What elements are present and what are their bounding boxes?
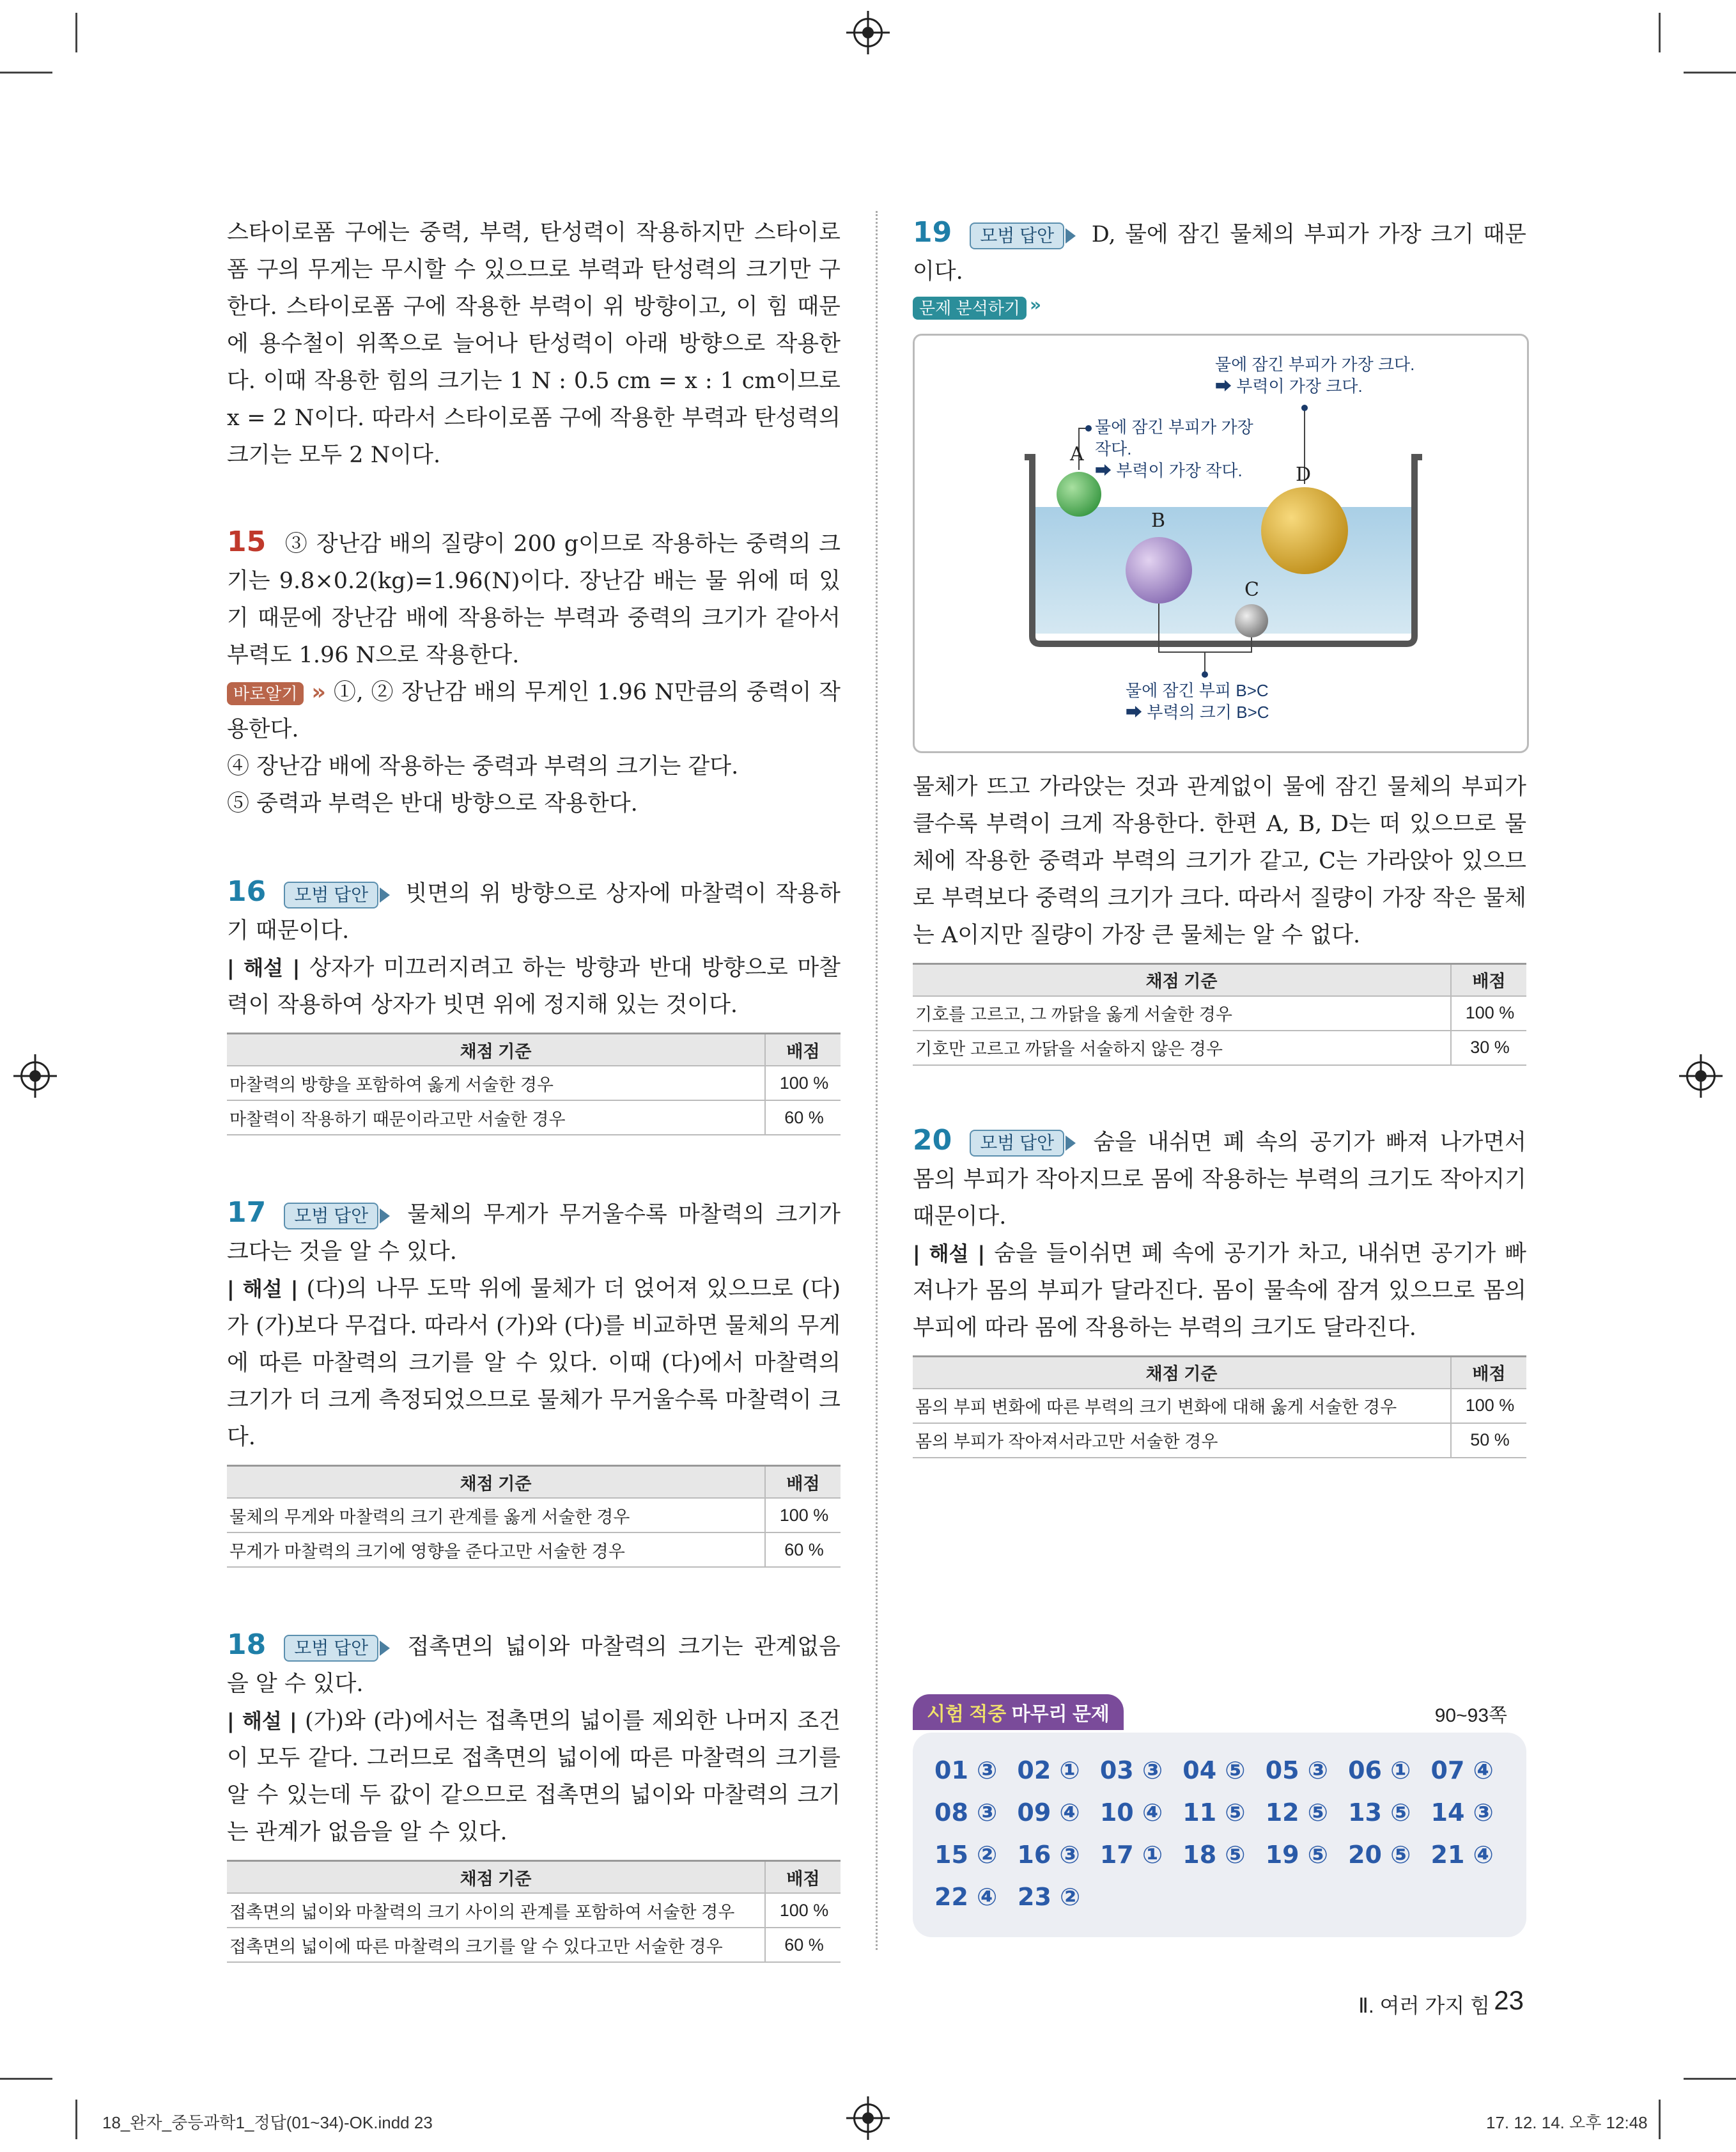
score-cell: 100 %: [765, 1893, 841, 1928]
criterion-cell: 접촉면의 넓이에 따른 마찰력의 크기를 알 수 있다고만 서술한 경우: [227, 1928, 765, 1962]
model-answer-badge: 모범 답안: [284, 1635, 378, 1662]
score-cell: 100 %: [765, 1498, 841, 1532]
answer-item: 22 ④: [934, 1883, 998, 1911]
explanation-label: | 해설 |: [227, 1709, 297, 1733]
water: [1032, 507, 1414, 634]
explanation-label: | 해설 |: [227, 1277, 298, 1301]
table-header: 채점 기준: [913, 1356, 1451, 1389]
crop-mark: [0, 2078, 52, 2080]
intro-paragraph: 스타이로폼 구에는 중력, 부력, 탄성력이 작용하지만 스타이로폼 구의 무게는 무시할 수 있으므로 부력과 탄성력의 크기만 구한다. 스타이로폼 구에 작용한 부력이 위 방향이고, 이 힘 때문에 용수철이 위쪽으로 늘어나 탄성력이 아래 방향으로 작용한다. 이때 작용한 힘의 크기는 1 N : 0.5 cm = x : 1 cm이므로 x = 2 N이다. 따라서 스타이로폼 구에 작용한 부력과 탄성력의 크기는 모두 2 N이다.: [227, 220, 841, 468]
ball-b-label: B: [1151, 509, 1166, 532]
question-17: [227, 1194, 841, 1270]
scoring-table: [227, 1465, 841, 1568]
page-number: 23: [1494, 1985, 1524, 2015]
answer-text: 물체의 무게가 무거울수록 마찰력의 크기가 크다는 것을 알 수 있다.: [227, 1202, 841, 1265]
question-19: [913, 214, 1526, 290]
print-slug-date: 17. 12. 14. 오후 12:48: [1486, 2113, 1648, 2132]
answer-item: 13 ⑤: [1348, 1798, 1411, 1827]
label-max-volume: 물에 잠긴 부피가 가장 크다. ➡ 부력이 가장 크다.: [1215, 354, 1415, 396]
criterion-cell: 무게가 마찰력의 크기에 영향을 준다고만 서술한 경우: [227, 1532, 765, 1567]
criterion-cell: 마찰력의 방향을 포함하여 옳게 서술한 경우: [227, 1066, 765, 1100]
model-answer-badge: 모범 답안: [284, 1203, 378, 1229]
final-answers-section: [913, 1694, 1526, 1937]
answer-item: 15 ②: [934, 1841, 998, 1869]
answer-row: [934, 1876, 1514, 1918]
criterion-cell: 몸의 부피가 작아져서라고만 서술한 경우: [913, 1423, 1451, 1458]
table-header: 채점 기준: [227, 1466, 765, 1499]
answer-item: 21 ④: [1430, 1841, 1494, 1869]
score-cell: 100 %: [765, 1066, 841, 1100]
final-tag: 시험 적중 마무리 문제: [913, 1694, 1124, 1730]
table-row: [227, 1066, 841, 1100]
answer-item: 14 ③: [1430, 1798, 1494, 1827]
scoring-table: [227, 1860, 841, 1963]
explanation-text: 상자가 미끄러지려고 하는 방향과 반대 방향으로 마찰력이 작용하여 상자가 빗면 위에 정지해 있는 것이다.: [227, 955, 841, 1018]
score-cell: 60 %: [765, 1100, 841, 1135]
correction-text: ①, ② 장난감 배의 무게인 1.96 N만큼의 중력이 작용한다.: [227, 680, 841, 742]
explanation-text: 물체가 뜨고 가라앉는 것과 관계없이 물에 잠긴 물체의 부피가 클수록 부력이 크게 작용한다. 한편 A, B, D는 떠 있으므로 물체에 작용한 중력과 부력의 크기가 같고, C는 가라앉아 있으므로 부력보다 중력의 크기가 크다. 따라서 질량이 가장 작은 물체는 A이지만 질량이 가장 큰 물체는 알 수 없다.: [913, 774, 1526, 948]
crop-mark: [1659, 2100, 1661, 2139]
correction-item: ⑤ 중력과 부력은 반대 방향으로 작용한다.: [227, 791, 638, 816]
answer-item: 20 ⑤: [1348, 1841, 1411, 1869]
ball-c: [1235, 604, 1268, 637]
table-row: [227, 1532, 841, 1567]
answer-text: 빗면의 위 방향으로 상자에 마찰력이 작용하기 때문이다.: [227, 881, 841, 944]
score-cell: 60 %: [765, 1928, 841, 1962]
explanation: [913, 1235, 1526, 1346]
answer-grid: [913, 1733, 1526, 1937]
criterion-cell: 기호만 고르고 까닭을 서술하지 않은 경우: [913, 1031, 1451, 1065]
answer-item: 10 ④: [1099, 1798, 1163, 1827]
explanation-text: (다)의 나무 도막 위에 물체가 더 얹어져 있으므로 (다)가 (가)보다 무겁다. 따라서 (가)와 (다)를 비교하면 물체의 무게에 따른 마찰력의 크기를 알 수 있다. 이때 (다)에서 마찰력의 크기가 더 크게 측정되었으므로 물체가 무거울수록 마찰력이 크다.: [227, 1276, 841, 1450]
answer-item: 16 ③: [1017, 1841, 1080, 1869]
crop-mark: [1684, 72, 1736, 74]
model-answer-badge: 모범 답안: [970, 1130, 1064, 1157]
explanation-text: 숨을 들이쉬면 폐 속에 공기가 차고, 내쉬면 공기가 빠져나가 몸의 부피가 달라진다. 몸이 물속에 잠겨 있으므로 몸의 부피에 따라 몸에 작용하는 부력의 크기도 달라진다.: [913, 1240, 1526, 1341]
table-row: [227, 1893, 841, 1928]
answer-item: 18 ⑤: [1182, 1841, 1246, 1869]
answer-item: 06 ①: [1348, 1756, 1411, 1784]
question-number: 15: [227, 526, 267, 558]
answer-row: [934, 1834, 1514, 1876]
crop-mark: [0, 72, 52, 74]
label-b-vs-c: 물에 잠긴 부피 B>C ➡ 부력의 크기 B>C: [1126, 680, 1269, 722]
criterion-cell: 물체의 무게와 마찰력의 크기 관계를 옳게 서술한 경우: [227, 1498, 765, 1532]
table-row: [913, 1031, 1526, 1065]
answer-item: 02 ①: [1017, 1756, 1080, 1784]
scoring-table: [227, 1033, 841, 1135]
model-answer-badge: 모범 답안: [970, 222, 1064, 249]
table-header: 채점 기준: [227, 1034, 765, 1066]
table-row: [913, 1389, 1526, 1423]
table-row: [227, 1498, 841, 1532]
registration-mark-icon: [853, 18, 883, 47]
explanation-text: (가)와 (라)에서는 접촉면의 넓이를 제외한 나머지 조건이 모두 같다. 그러므로 접촉면의 넓이에 따른 마찰력의 크기를 알 수 있는데 두 값이 같으므로 접촉면의 넓이와 마찰력의 크기는 관계가 없음을 알 수 있다.: [227, 1708, 841, 1845]
score-cell: 50 %: [1451, 1423, 1526, 1458]
question-number: 16: [227, 875, 267, 908]
explanation: [227, 1270, 841, 1456]
registration-mark-icon: [853, 2103, 883, 2133]
criterion-cell: 몸의 부피 변화에 따른 부력의 크기 변화에 대해 옳게 서술한 경우: [913, 1389, 1451, 1423]
ball-a-label: A: [1070, 442, 1084, 465]
table-row: [227, 1928, 841, 1962]
question-16: [227, 873, 841, 949]
table-header: 배점: [1451, 963, 1526, 996]
answer-item: 05 ③: [1265, 1756, 1328, 1784]
question-number: 19: [913, 216, 952, 249]
criterion-cell: 기호를 고르고, 그 까닭을 옳게 서술한 경우: [913, 996, 1451, 1031]
page-range: 90~93쪽: [1434, 1705, 1507, 1726]
correction-item: ④ 장난감 배에 작용하는 중력과 부력의 크기는 같다.: [227, 754, 739, 779]
ball-c-label: C: [1244, 578, 1259, 601]
crop-mark: [1659, 13, 1661, 52]
answer-row: [934, 1791, 1514, 1834]
score-cell: 100 %: [1451, 1389, 1526, 1423]
crop-mark: [1684, 2078, 1736, 2080]
explanation: [227, 1703, 841, 1851]
model-answer-badge: 모범 답안: [284, 882, 378, 908]
registration-mark-icon: [20, 1061, 50, 1091]
answer-item: 12 ⑤: [1265, 1798, 1328, 1827]
answer-item: 03 ③: [1099, 1756, 1163, 1784]
score-cell: 30 %: [1451, 1031, 1526, 1065]
answer-text: D, 물에 잠긴 물체의 부피가 가장 크기 때문이다.: [913, 222, 1526, 285]
table-header: 배점: [765, 1466, 841, 1499]
section-title: Ⅱ. 여러 가지 힘: [1358, 1994, 1490, 2017]
answer-item: 07 ④: [1430, 1756, 1494, 1784]
scoring-table: [913, 1355, 1526, 1458]
answer-item: 01 ③: [934, 1756, 998, 1784]
answer-text: ③ 장난감 배의 질량이 200 g이므로 작용하는 중력의 크기는 9.8×0.2(kg)=1.96(N)이다. 장난감 배는 물 위에 떠 있기 때문에 장난감 배에 작용하는 부력과 중력의 크기가 같아서 부력도 1.96 N으로 작용한다.: [227, 531, 841, 668]
answer-item: 09 ④: [1017, 1798, 1080, 1827]
answer-item: 23 ②: [1018, 1883, 1081, 1911]
table-header: 배점: [765, 1034, 841, 1066]
label-min-volume: 물에 잠긴 부피가 가장 작다. ➡ 부력이 가장 작다.: [1095, 417, 1253, 480]
correction-icon: »: [311, 680, 326, 705]
table-header: 배점: [1451, 1356, 1526, 1389]
buoyancy-figure: [913, 334, 1529, 753]
crop-mark: [75, 2100, 77, 2139]
explanation-label: | 해설 |: [227, 956, 300, 980]
right-column: [913, 214, 1526, 1458]
answer-text: 접촉면의 넓이와 마찰력의 크기는 관계없음을 알 수 있다.: [227, 1634, 841, 1697]
score-cell: 100 %: [1451, 996, 1526, 1031]
correction-label: 바로알기: [227, 682, 304, 705]
score-cell: 60 %: [765, 1532, 841, 1567]
analysis-label: 문제 분석하기: [913, 297, 1027, 320]
question-number: 17: [227, 1196, 267, 1229]
question-number: 20: [913, 1123, 952, 1157]
analysis-chevron-icon: »: [1030, 294, 1042, 315]
criterion-cell: 마찰력이 작용하기 때문이라고만 서술한 경우: [227, 1100, 765, 1135]
table-row: [227, 1100, 841, 1135]
registration-mark-icon: [1686, 1061, 1716, 1091]
answer-item: 11 ⑤: [1182, 1798, 1246, 1827]
table-header: 채점 기준: [227, 1861, 765, 1894]
table-row: [913, 1423, 1526, 1458]
explanation: [227, 949, 841, 1024]
answer-item: 08 ③: [934, 1798, 998, 1827]
answer-item: 17 ①: [1099, 1841, 1163, 1869]
criterion-cell: 접촉면의 넓이와 마찰력의 크기 사이의 관계를 포함하여 서술한 경우: [227, 1893, 765, 1928]
explanation-label: | 해설 |: [913, 1241, 986, 1266]
ball-b: [1126, 537, 1192, 604]
question-15: [227, 524, 841, 674]
print-slug-file: 18_완자_중등과학1_정답(01~34)-OK.indd 23: [102, 2113, 433, 2132]
table-row: [913, 996, 1526, 1031]
question-number: 18: [227, 1628, 267, 1661]
crop-mark: [75, 13, 77, 52]
table-header: 배점: [765, 1861, 841, 1894]
answer-text: 숨을 내쉬면 폐 속의 공기가 빠져 나가면서 몸의 부피가 작아지므로 몸에 작용하는 부력의 크기도 작아지기 때문이다.: [913, 1129, 1526, 1229]
ball-d-label: D: [1296, 463, 1312, 486]
question-18: [227, 1626, 841, 1703]
ball-d: [1261, 487, 1348, 574]
answer-row: [934, 1749, 1514, 1791]
answer-item: 04 ⑤: [1182, 1756, 1246, 1784]
answer-item: 19 ⑤: [1265, 1841, 1328, 1869]
table-header: 채점 기준: [913, 963, 1451, 996]
question-20: [913, 1122, 1526, 1235]
scoring-table: [913, 963, 1526, 1066]
correction-block: [227, 674, 841, 748]
left-column: [227, 214, 841, 1963]
column-divider: [876, 211, 878, 1950]
